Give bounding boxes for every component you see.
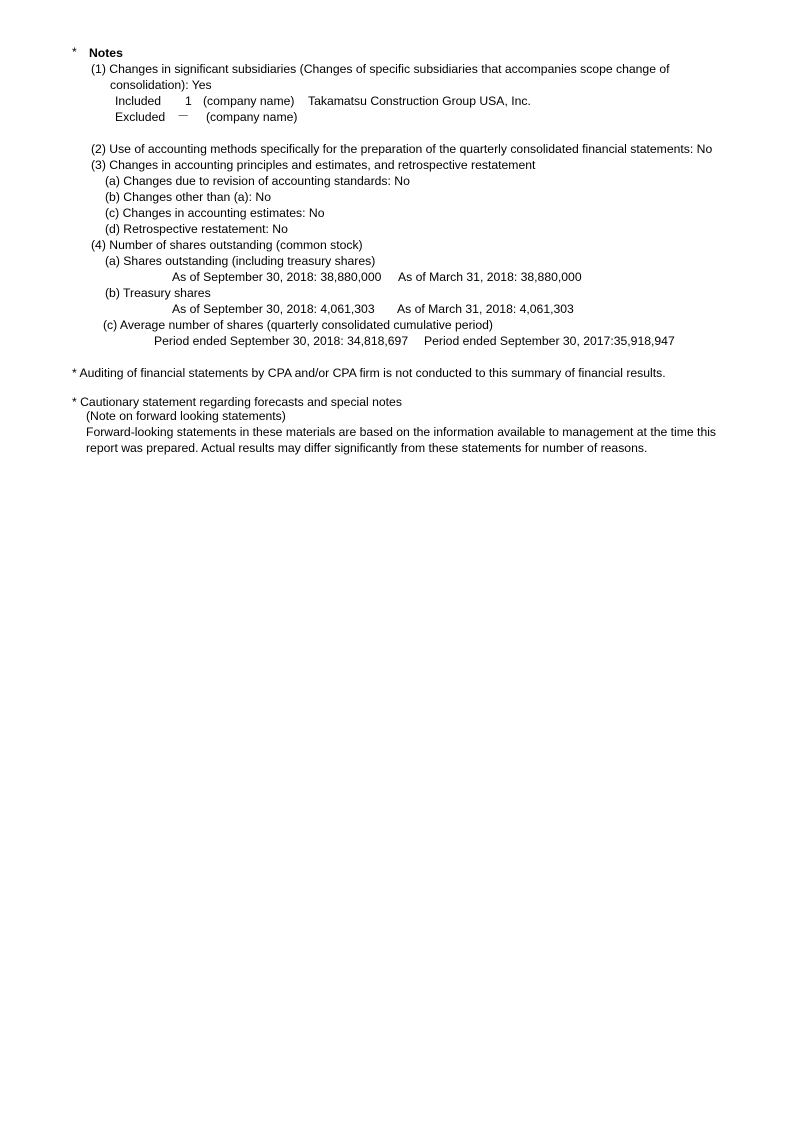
item4-b-prior: As of March 31, 2018: 4,061,303	[397, 302, 574, 316]
item1-line1: (1) Changes in significant subsidiaries (Changes of specific subsidiaries that accompanies scope change of	[91, 62, 670, 76]
included-label: Included	[115, 94, 162, 108]
item4-b-current: As of September 30, 2018: 4,061,303	[172, 302, 375, 316]
item3-a: (a) Changes due to revision of accounting standards: No	[105, 174, 410, 188]
cautionary-line2: report was prepared. Actual results may differ significantly from these statements for number of reasons.	[86, 441, 648, 455]
cautionary-subtitle: (Note on forward looking statements)	[86, 409, 286, 423]
item4-c-current: Period ended September 30, 2018: 34,818,697	[154, 334, 409, 348]
included-count: 1	[185, 94, 192, 108]
included-company: Takamatsu Construction Group USA, Inc.	[308, 94, 531, 108]
item4-a-current: As of September 30, 2018: 38,880,000	[172, 270, 382, 284]
item4-a-title: (a) Shares outstanding (including treasury shares)	[105, 254, 376, 268]
item4-c-title: (c) Average number of shares (quarterly consolidated cumulative period)	[103, 318, 493, 332]
item3-c: (c) Changes in accounting estimates: No	[105, 206, 325, 220]
excluded-count: －	[177, 109, 190, 123]
item4-b-title: (b) Treasury shares	[105, 286, 211, 300]
auditing-note: * Auditing of financial statements by CPA and/or CPA firm is not conducted to this summary of financial results.	[72, 366, 666, 380]
notes-title: Notes	[89, 46, 123, 60]
item4-a-prior: As of March 31, 2018: 38,880,000	[398, 270, 582, 284]
cautionary-title: * Cautionary statement regarding forecasts and special notes	[72, 395, 402, 409]
notes-bullet: *	[72, 45, 77, 59]
excluded-label: Excluded	[115, 110, 166, 124]
item3-b: (b) Changes other than (a): No	[105, 190, 271, 204]
excluded-company-label: (company name)	[206, 110, 298, 124]
cautionary-line1: Forward-looking statements in these materials are based on the information available to management at the time this	[86, 425, 717, 439]
item2: (2) Use of accounting methods specifically for the preparation of the quarterly consolidated financial statements: No	[91, 142, 713, 156]
item3-d: (d) Retrospective restatement: No	[105, 222, 288, 236]
item4-c-prior: Period ended September 30, 2017:35,918,947	[424, 334, 675, 348]
item4-title: (4) Number of shares outstanding (common stock)	[91, 238, 363, 252]
item1-line2: consolidation): Yes	[110, 78, 212, 92]
item3-title: (3) Changes in accounting principles and estimates, and retrospective restatement	[91, 158, 536, 172]
included-company-label: (company name)	[203, 94, 295, 108]
